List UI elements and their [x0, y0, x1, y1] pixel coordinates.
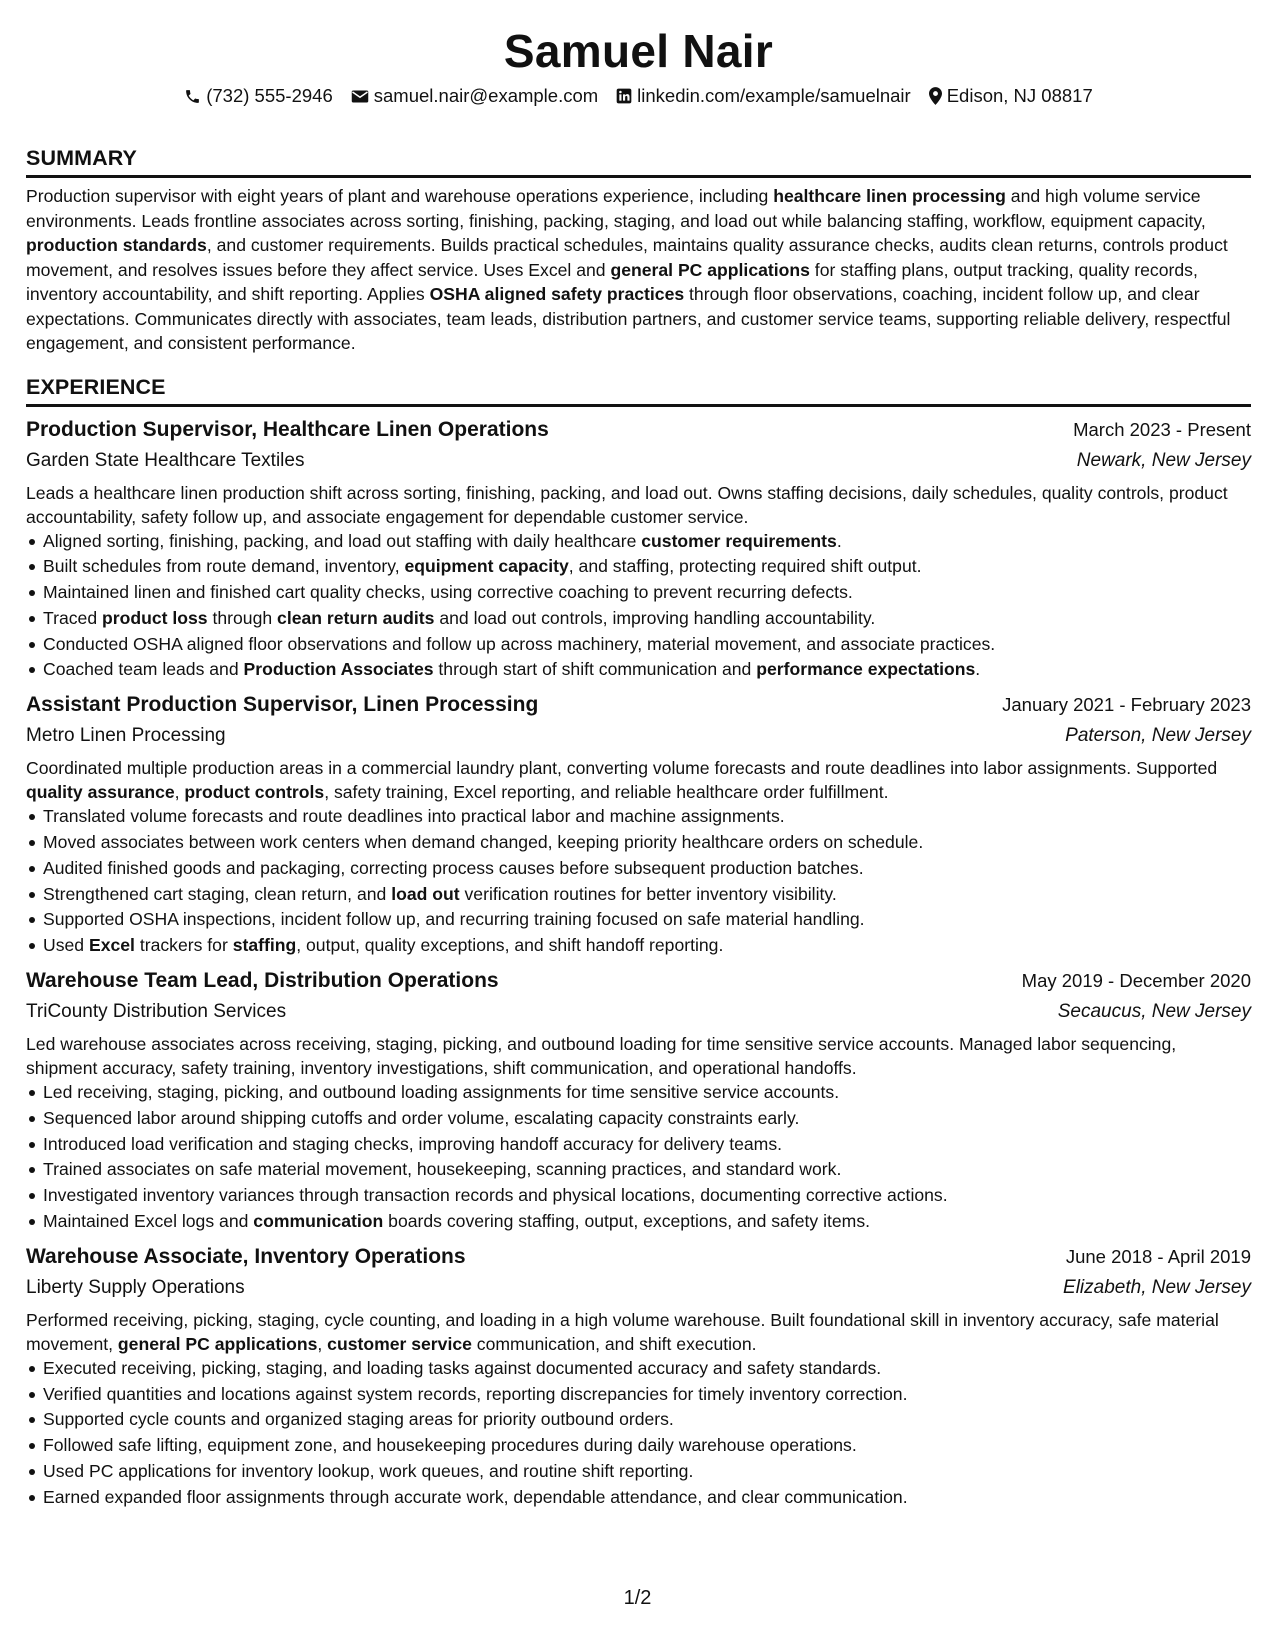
job-location: Elizabeth, New Jersey: [1063, 1276, 1251, 1298]
job-bullets: [26, 1356, 1251, 1511]
job-bullet: Coached team leads and Production Associates through start of shift communication and performance expectations.: [43, 657, 1251, 683]
job-bullet: Audited finished goods and packaging, correcting process causes before subsequent production batches.: [43, 856, 1251, 882]
job-description: Performed receiving, picking, staging, cycle counting, and loading in a high volume warehouse. Built foundational skill in inventory accuracy, safe material movement, general PC applications, customer service communication, and shift execution.: [26, 1309, 1219, 1354]
job-header: [26, 415, 1251, 445]
job-dates: May 2019 - December 2020: [1021, 970, 1251, 992]
phone-icon: [184, 88, 201, 105]
job-bullet: Supported OSHA inspections, incident follow up, and recurring training focused on safe material handling.: [43, 907, 1251, 933]
job-bullet: Moved associates between work centers when demand changed, keeping priority healthcare orders on schedule.: [43, 830, 1251, 856]
job-title: Assistant Production Supervisor, Linen Processing: [26, 693, 539, 717]
job-description: Coordinated multiple production areas in a commercial laundry plant, converting volume forecasts and route deadlines into labor assignments. Supported quality assurance, product controls, safety training, Excel reporting, and reliable healthcare order fulfillment.: [26, 758, 1218, 803]
job-dates: June 2018 - April 2019: [1065, 1245, 1251, 1267]
job-title: Warehouse Associate, Inventory Operations: [26, 1244, 466, 1268]
location-pin-icon: [929, 87, 942, 105]
job-bullet: Used PC applications for inventory lookup, work queues, and routine shift reporting.: [43, 1459, 1251, 1485]
contact-linkedin-text: linkedin.com/example/samuelnair: [637, 85, 911, 106]
contact-location: [929, 84, 1093, 108]
experience-list: [26, 415, 1251, 1511]
contact-location-text: Edison, NJ 08817: [946, 85, 1093, 106]
job-bullet: Built schedules from route demand, inventory, equipment capacity, and staffing, protecting required shift output.: [43, 554, 1251, 580]
job-bullet: Introduced load verification and staging checks, improving handoff accuracy for delivery teams.: [43, 1132, 1251, 1158]
contact-phone-text: (732) 555-2946: [206, 85, 333, 106]
job-bullet: Sequenced labor around shipping cutoffs and order volume, escalating capacity constraints early.: [43, 1106, 1251, 1132]
job-bullet: Conducted OSHA aligned floor observations and follow up across machinery, material movement, and associate practices.: [43, 632, 1251, 658]
job-company: Garden State Healthcare Textiles: [26, 449, 305, 471]
job-header: [26, 966, 1251, 996]
resume-page: [26, 0, 1251, 1511]
job-bullet: Followed safe lifting, equipment zone, and housekeeping procedures during daily warehouse operations.: [43, 1433, 1251, 1459]
job-bullet: Trained associates on safe material movement, housekeeping, scanning practices, and standard work.: [43, 1157, 1251, 1183]
contact-linkedin[interactable]: [616, 84, 911, 108]
job-subheader: [26, 721, 1251, 751]
job-company: TriCounty Distribution Services: [26, 1001, 287, 1023]
job-entry: [26, 966, 1251, 1235]
job-bullet: Earned expanded floor assignments through accurate work, dependable attendance, and clear communication.: [43, 1485, 1251, 1511]
job-bullet: Led receiving, staging, picking, and outbound loading assignments for time sensitive service accounts.: [43, 1080, 1251, 1106]
job-location: Paterson, New Jersey: [1065, 725, 1251, 747]
job-bullet: Aligned sorting, finishing, packing, and load out staffing with daily healthcare customer requirements.: [43, 529, 1251, 555]
job-subheader: [26, 1273, 1251, 1303]
job-entry: [26, 415, 1251, 684]
job-location: Newark, New Jersey: [1076, 449, 1251, 471]
candidate-name: Samuel Nair: [503, 25, 774, 77]
page-number: 1/2: [623, 1587, 652, 1609]
contact-phone[interactable]: [184, 84, 333, 108]
job-bullet: Investigated inventory variances through transaction records and physical locations, documenting corrective actions.: [43, 1183, 1251, 1209]
job-bullet: Strengthened cart staging, clean return, and load out verification routines for better inventory visibility.: [43, 882, 1251, 908]
job-bullet: Verified quantities and locations against system records, reporting discrepancies for timely inventory correction.: [43, 1382, 1251, 1408]
job-bullets: [26, 804, 1251, 959]
contact-bar: [26, 84, 1251, 108]
job-title: Production Supervisor, Healthcare Linen Operations: [26, 417, 549, 441]
job-bullet: Executed receiving, picking, staging, and loading tasks against documented accuracy and safety standards.: [43, 1356, 1251, 1382]
summary-heading: SUMMARY: [26, 145, 1251, 178]
job-entry: [26, 690, 1251, 959]
contact-email[interactable]: [351, 84, 598, 108]
job-entry: [26, 1242, 1251, 1511]
job-company: Liberty Supply Operations: [26, 1276, 245, 1298]
contact-email-text: samuel.nair@example.com: [373, 85, 599, 106]
job-dates: January 2021 - February 2023: [1002, 694, 1251, 716]
job-bullets: [26, 529, 1251, 684]
job-bullet: Supported cycle counts and organized staging areas for priority outbound orders.: [43, 1407, 1251, 1433]
job-bullet: Maintained Excel logs and communication boards covering staffing, output, exceptions, and safety items.: [43, 1209, 1251, 1235]
job-title: Warehouse Team Lead, Distribution Operations: [26, 969, 499, 993]
job-bullet: Translated volume forecasts and route deadlines into practical labor and machine assignments.: [43, 804, 1251, 830]
linkedin-icon: [616, 88, 632, 104]
job-bullet: Maintained linen and finished cart quality checks, using corrective coaching to prevent recurring defects.: [43, 580, 1251, 606]
job-dates: March 2023 - Present: [1073, 418, 1251, 440]
summary-text: Production supervisor with eight years of plant and warehouse operations experience, including healthcare linen processing and high volume service environments. Leads frontline associates across sorting, finishing, packing, staging, and load out while balancing staffing, workflow, equipment capacity, production standards, and customer requirements. Builds practical schedules, maintains quality assurance checks, audits clean returns, controls product movement, and resolves issues before they affect service. Uses Excel and general PC applications for staffing plans, output tracking, quality records, inventory accountability, and shift reporting. Applies OSHA aligned safety practices through floor observations, coaching, incident follow up, and clear expectations. Communicates directly with associates, team leads, distribution partners, and customer service teams, supporting reliable delivery, respectful engagement, and consistent performance.: [26, 186, 1231, 353]
job-description: Leads a healthcare linen production shift across sorting, finishing, packing, and load out. Owns staffing decisions, daily schedules, quality controls, product accountability, safety follow up, and associate engagement for dependable customer service.: [26, 482, 1228, 527]
job-bullet: Used Excel trackers for staffing, output, quality exceptions, and shift handoff reporting.: [43, 933, 1251, 959]
job-bullet: Traced product loss through clean return audits and load out controls, improving handling accountability.: [43, 606, 1251, 632]
job-subheader: [26, 997, 1251, 1027]
experience-heading: EXPERIENCE: [26, 374, 1251, 407]
job-subheader: [26, 446, 1251, 476]
envelope-icon: [351, 89, 369, 104]
job-location: Secaucus, New Jersey: [1057, 1001, 1251, 1023]
job-bullets: [26, 1080, 1251, 1235]
job-company: Metro Linen Processing: [26, 725, 226, 747]
job-header: [26, 1242, 1251, 1272]
job-description: Led warehouse associates across receiving, staging, picking, and outbound loading for time sensitive service accounts. Managed labor sequencing, shipment accuracy, safety training, inventory investigations, shift communication, and operational handoffs.: [26, 1034, 1177, 1079]
job-header: [26, 690, 1251, 720]
